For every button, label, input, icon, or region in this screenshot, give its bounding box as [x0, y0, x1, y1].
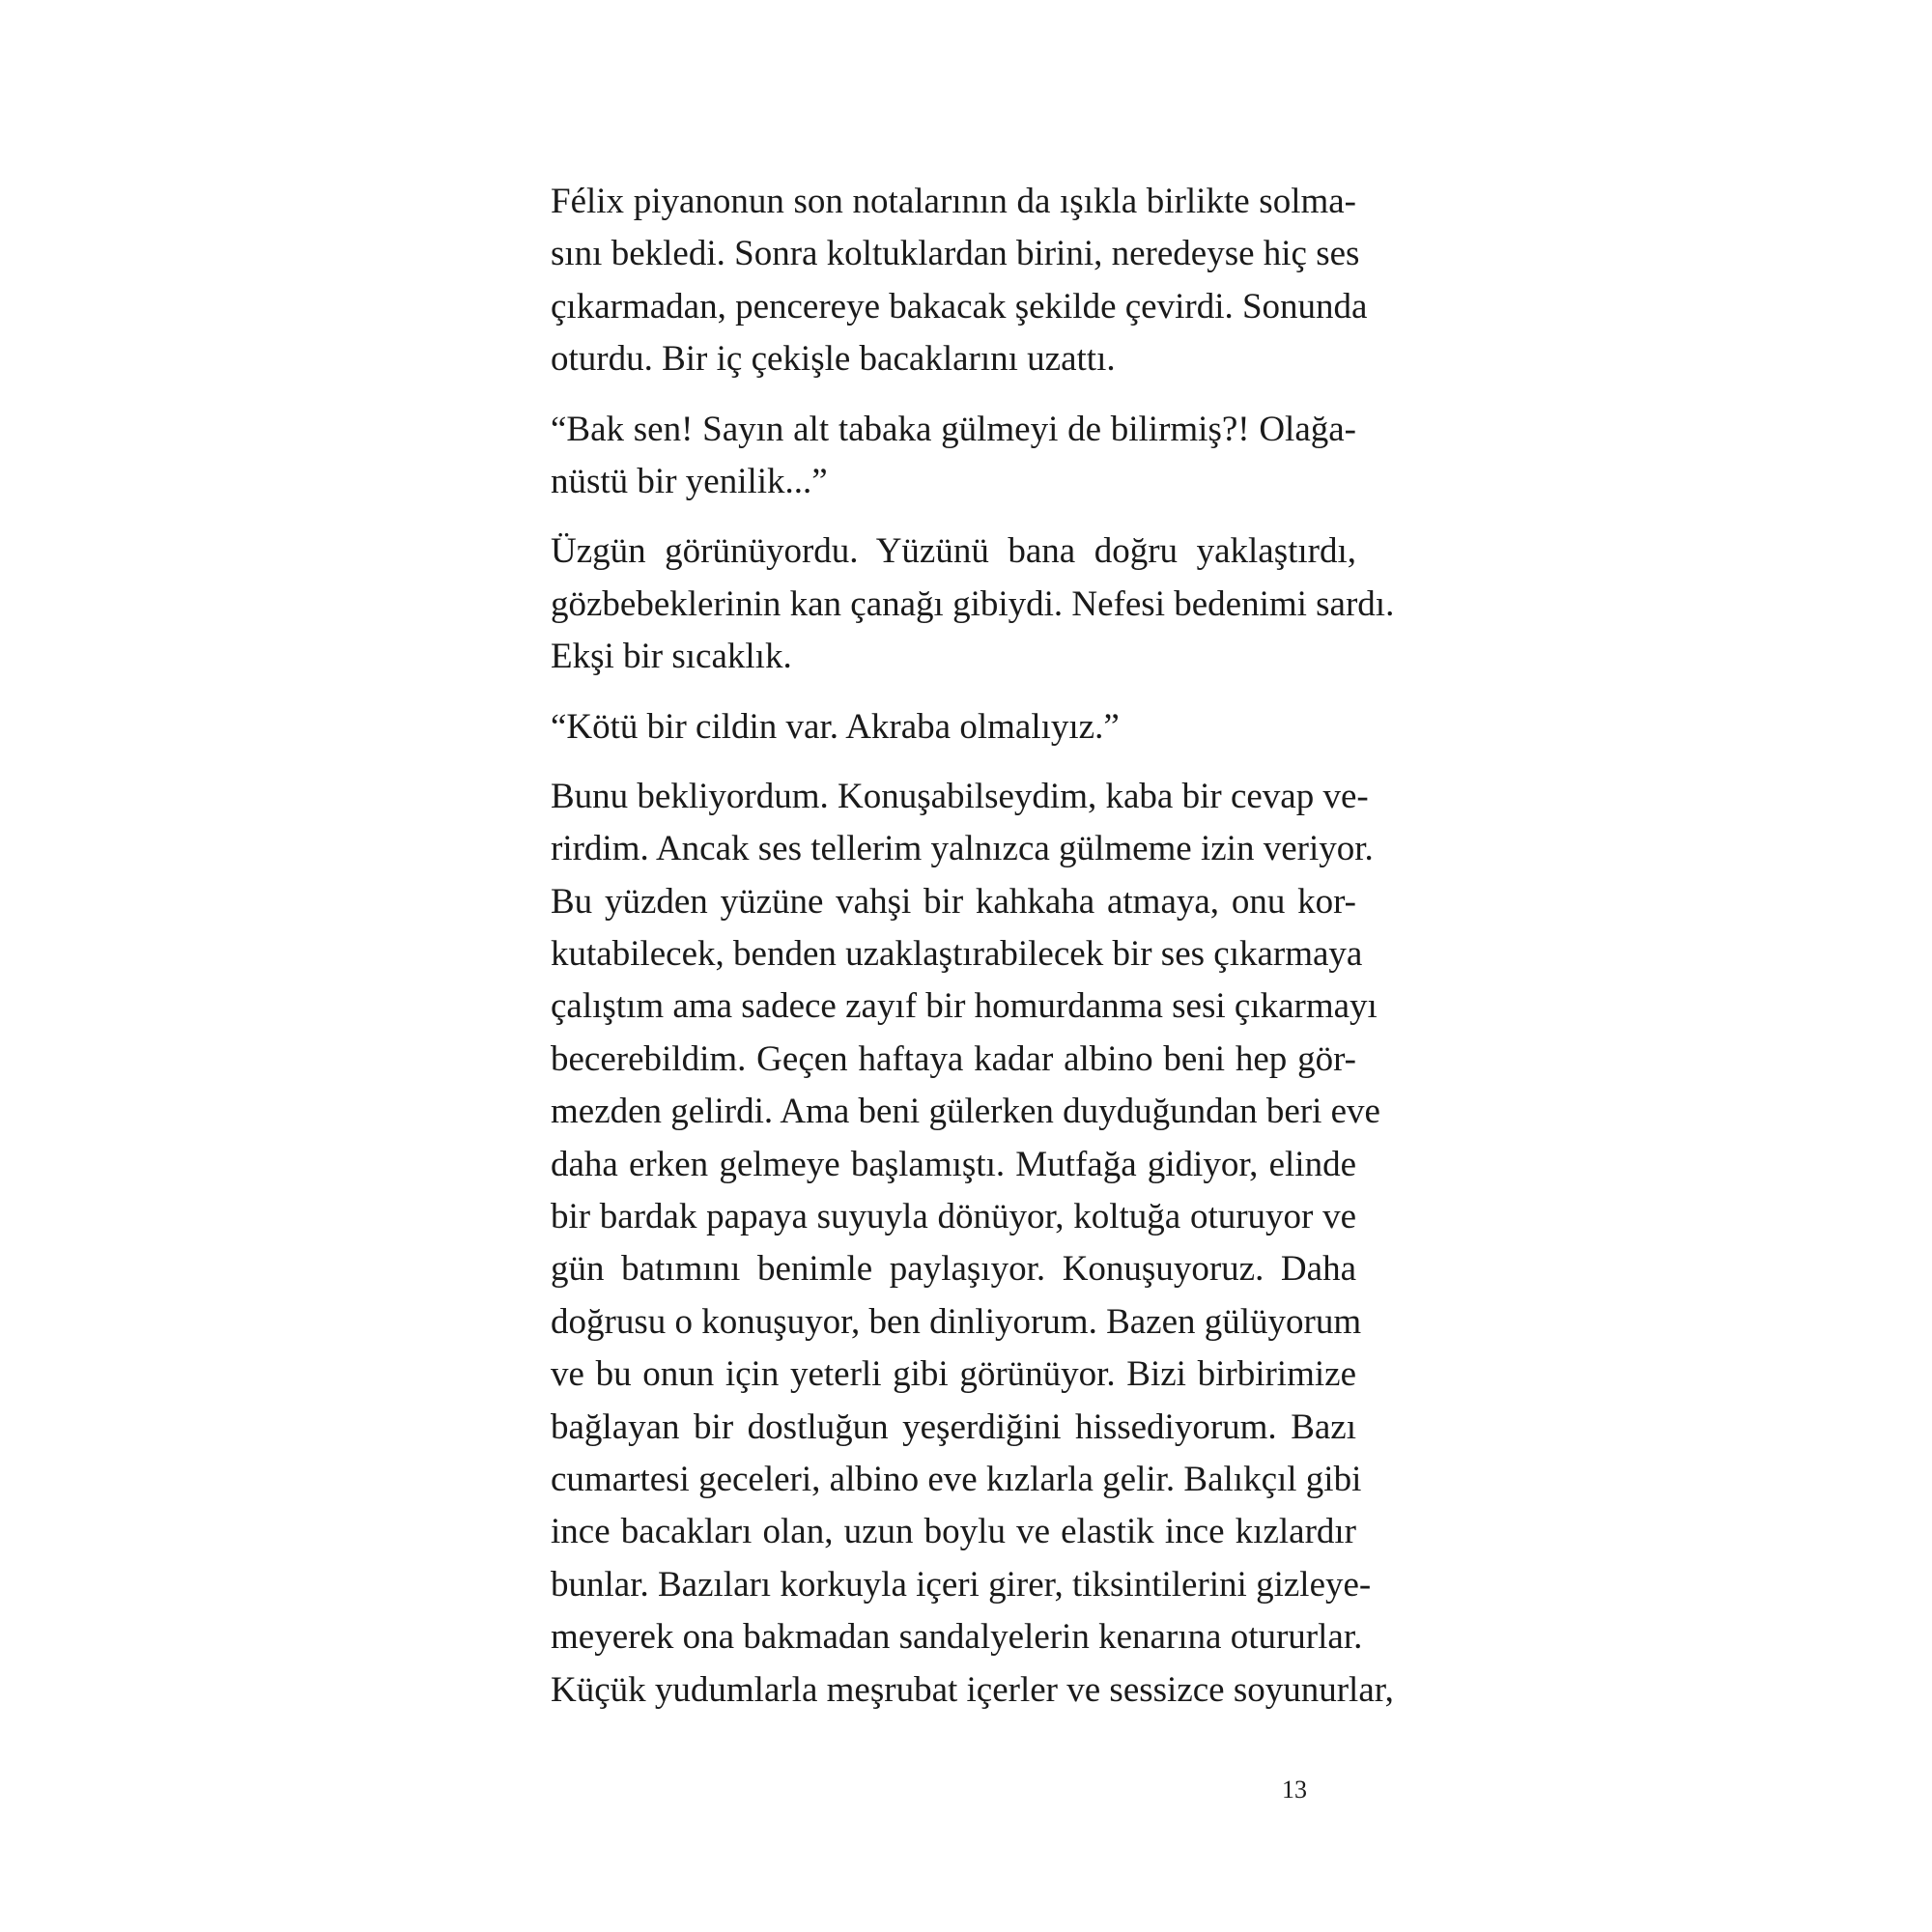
text-line: sını bekledi. Sonra koltuklardan birini, neredeyse hiç ses	[551, 234, 1360, 274]
paragraph-4	[551, 701, 1356, 753]
page-number: 13	[1282, 1776, 1307, 1804]
paragraph-1	[551, 176, 1368, 386]
text-line: Bu yüzden yüzüne vahşi bir kahkaha atmaya, onu kor-	[551, 881, 1356, 922]
text-line: “Kötü bir cildin var. Akraba olmalıyız.”	[551, 706, 1120, 747]
text-line: meyerek ona bakmadan sandalyelerin kenarına otururlar.	[551, 1617, 1363, 1658]
text-line: doğrusu o konuşuyor, ben dinliyorum. Bazen gülüyorum	[551, 1301, 1362, 1342]
paragraph-3	[551, 526, 1395, 683]
text-line: ince bacakları olan, uzun boylu ve elastik ince kızlardır	[551, 1512, 1356, 1552]
text-line: bağlayan bir dostluğun yeşerdiğini hissediyorum. Bazı	[551, 1406, 1356, 1447]
text-line: çıkarmadan, pencereye bakacak şekilde çevirdi. Sonunda	[551, 286, 1368, 327]
text-line: ve bu onun için yeterli gibi görünüyor. Bizi birbirimize	[551, 1354, 1356, 1395]
text-line: rirdim. Ancak ses tellerim yalnızca gülmeme izin veriyor.	[551, 829, 1374, 869]
text-line: Küçük yudumlarla meşrubat içerler ve sessizce soyunurlar,	[551, 1669, 1394, 1710]
text-line: Üzgün görünüyordu. Yüzünü bana doğru yaklaştırdı,	[551, 531, 1356, 572]
paragraph-5	[551, 771, 1394, 1717]
text-line: çalıştım ama sadece zayıf bir homurdanma sesi çıkarmayı	[551, 986, 1378, 1027]
text-line: “Bak sen! Sayın alt tabaka gülmeyi de bilirmiş?! Olağa-	[551, 409, 1356, 449]
text-line: nüstü bir yenilik...”	[551, 461, 828, 501]
text-line: Ekşi bir sıcaklık.	[551, 637, 792, 677]
text-line: mezden gelirdi. Ama beni gülerken duyduğundan beri eve	[551, 1092, 1380, 1132]
text-line: Félix piyanonun son notalarının da ışıkla birlikte solma-	[551, 182, 1356, 221]
text-line: cumartesi geceleri, albino eve kızlarla gelir. Balıkçıl gibi	[551, 1459, 1362, 1499]
text-line: bunlar. Bazıları korkuyla içeri girer, tiksintilerini gizleye-	[551, 1564, 1372, 1605]
text-line: becerebildim. Geçen haftaya kadar albino beni hep gör-	[551, 1038, 1356, 1079]
text-line: Bunu bekliyordum. Konuşabilseydim, kaba bir cevap ve-	[551, 776, 1369, 816]
text-line: oturdu. Bir iç çekişle bacaklarını uzattı.	[551, 339, 1116, 380]
text-line: bir bardak papaya suyuyla dönüyor, koltuğa oturuyor ve	[551, 1197, 1356, 1237]
paragraph-2	[551, 404, 1356, 509]
body-text	[551, 176, 1395, 1734]
text-line: kutabilecek, benden uzaklaştırabilecek bir ses çıkarmaya	[551, 934, 1363, 975]
text-line: gözbebeklerinin kan çanağı gibiydi. Nefesi bedenimi sardı.	[551, 583, 1395, 624]
text-line: gün batımını benimle paylaşıyor. Konuşuyoruz. Daha	[551, 1249, 1356, 1290]
text-line: daha erken gelmeye başlamıştı. Mutfağa gidiyor, elinde	[551, 1144, 1356, 1184]
